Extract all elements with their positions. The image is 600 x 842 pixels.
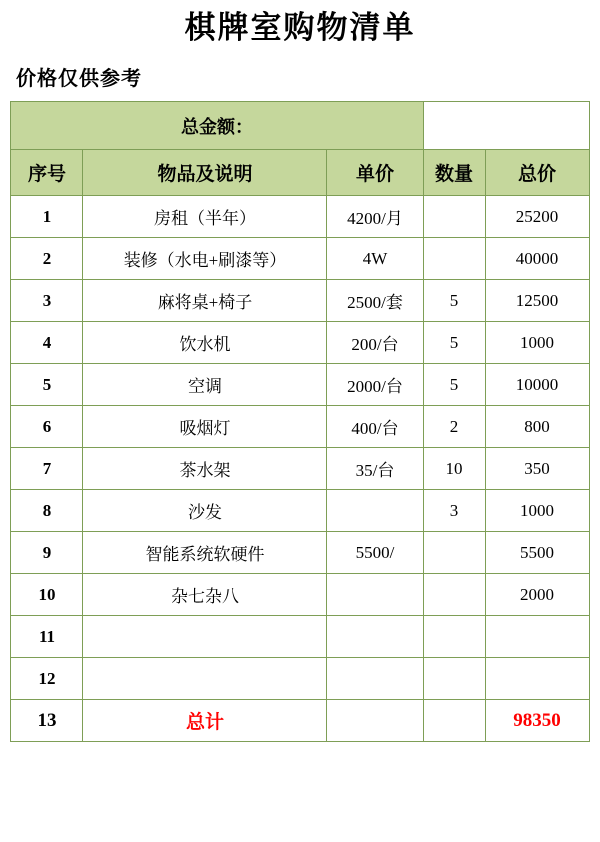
cell-quantity — [423, 196, 485, 238]
total-amount-row — [11, 102, 589, 150]
cell-item: 智能系统软硬件 — [83, 532, 327, 574]
cell-quantity: 5 — [423, 364, 485, 406]
table-row — [11, 532, 589, 574]
cell-item: 总计 — [83, 700, 327, 742]
cell-unit-price: 4W — [327, 238, 423, 280]
cell-index: 6 — [11, 406, 83, 448]
cell-item — [83, 616, 327, 658]
table-row — [11, 574, 589, 616]
cell-index: 4 — [11, 322, 83, 364]
table-row — [11, 616, 589, 658]
cell-index: 10 — [11, 574, 83, 616]
cell-quantity — [423, 700, 485, 742]
table-row — [11, 658, 589, 700]
cell-unit-price — [327, 490, 423, 532]
cell-index: 2 — [11, 238, 83, 280]
cell-unit-price: 200/台 — [327, 322, 423, 364]
total-amount-value — [423, 102, 589, 150]
cell-total: 5500 — [485, 532, 589, 574]
table-row — [11, 448, 589, 490]
table-row — [11, 280, 589, 322]
cell-unit-price: 2500/套 — [327, 280, 423, 322]
cell-total: 800 — [485, 406, 589, 448]
shopping-list-table — [10, 101, 589, 742]
cell-total — [485, 658, 589, 700]
column-header-index: 序号 — [11, 150, 83, 196]
cell-quantity: 3 — [423, 490, 485, 532]
column-header-unit-price: 单价 — [327, 150, 423, 196]
cell-item: 吸烟灯 — [83, 406, 327, 448]
cell-unit-price: 5500/ — [327, 532, 423, 574]
cell-unit-price — [327, 658, 423, 700]
cell-total: 25200 — [485, 196, 589, 238]
cell-total: 40000 — [485, 238, 589, 280]
table-row — [11, 196, 589, 238]
cell-index: 8 — [11, 490, 83, 532]
cell-item: 饮水机 — [83, 322, 327, 364]
cell-item: 杂七杂八 — [83, 574, 327, 616]
cell-index: 9 — [11, 532, 83, 574]
cell-index: 5 — [11, 364, 83, 406]
cell-item: 茶水架 — [83, 448, 327, 490]
total-amount-label: 总金额： — [11, 102, 423, 150]
cell-unit-price: 4200/月 — [327, 196, 423, 238]
table-row — [11, 406, 589, 448]
column-header-total: 总价 — [485, 150, 589, 196]
cell-total — [485, 616, 589, 658]
cell-item — [83, 658, 327, 700]
document-page — [0, 8, 600, 842]
cell-unit-price — [327, 700, 423, 742]
cell-quantity: 5 — [423, 280, 485, 322]
column-header-quantity: 数量 — [423, 150, 485, 196]
cell-item: 空调 — [83, 364, 327, 406]
cell-quantity: 2 — [423, 406, 485, 448]
cell-quantity: 10 — [423, 448, 485, 490]
cell-unit-price: 400/台 — [327, 406, 423, 448]
cell-total: 2000 — [485, 574, 589, 616]
cell-total: 10000 — [485, 364, 589, 406]
cell-item: 麻将桌+椅子 — [83, 280, 327, 322]
cell-quantity — [423, 532, 485, 574]
cell-unit-price: 2000/台 — [327, 364, 423, 406]
cell-item: 装修（水电+刷漆等） — [83, 238, 327, 280]
cell-quantity — [423, 616, 485, 658]
cell-quantity — [423, 574, 485, 616]
grand-total-row — [11, 700, 589, 742]
cell-index: 1 — [11, 196, 83, 238]
document-subtitle: 价格仅供参考 — [16, 68, 142, 90]
cell-total: 98350 — [485, 700, 589, 742]
cell-index: 11 — [11, 616, 83, 658]
cell-unit-price — [327, 574, 423, 616]
table-header-row — [11, 150, 589, 196]
column-header-item: 物品及说明 — [83, 150, 327, 196]
cell-total: 12500 — [485, 280, 589, 322]
cell-index: 3 — [11, 280, 83, 322]
page-title: 棋牌室购物清单 — [184, 10, 416, 45]
cell-unit-price: 35/台 — [327, 448, 423, 490]
cell-quantity — [423, 658, 485, 700]
cell-index: 13 — [11, 700, 83, 742]
table-row — [11, 490, 589, 532]
cell-item: 沙发 — [83, 490, 327, 532]
cell-quantity: 5 — [423, 322, 485, 364]
cell-total: 1000 — [485, 490, 589, 532]
cell-total: 350 — [485, 448, 589, 490]
table-row — [11, 238, 589, 280]
cell-index: 7 — [11, 448, 83, 490]
cell-index: 12 — [11, 658, 83, 700]
table-row — [11, 322, 589, 364]
cell-total: 1000 — [485, 322, 589, 364]
cell-quantity — [423, 238, 485, 280]
cell-unit-price — [327, 616, 423, 658]
table-row — [11, 364, 589, 406]
cell-item: 房租（半年） — [83, 196, 327, 238]
table-body — [11, 102, 589, 742]
